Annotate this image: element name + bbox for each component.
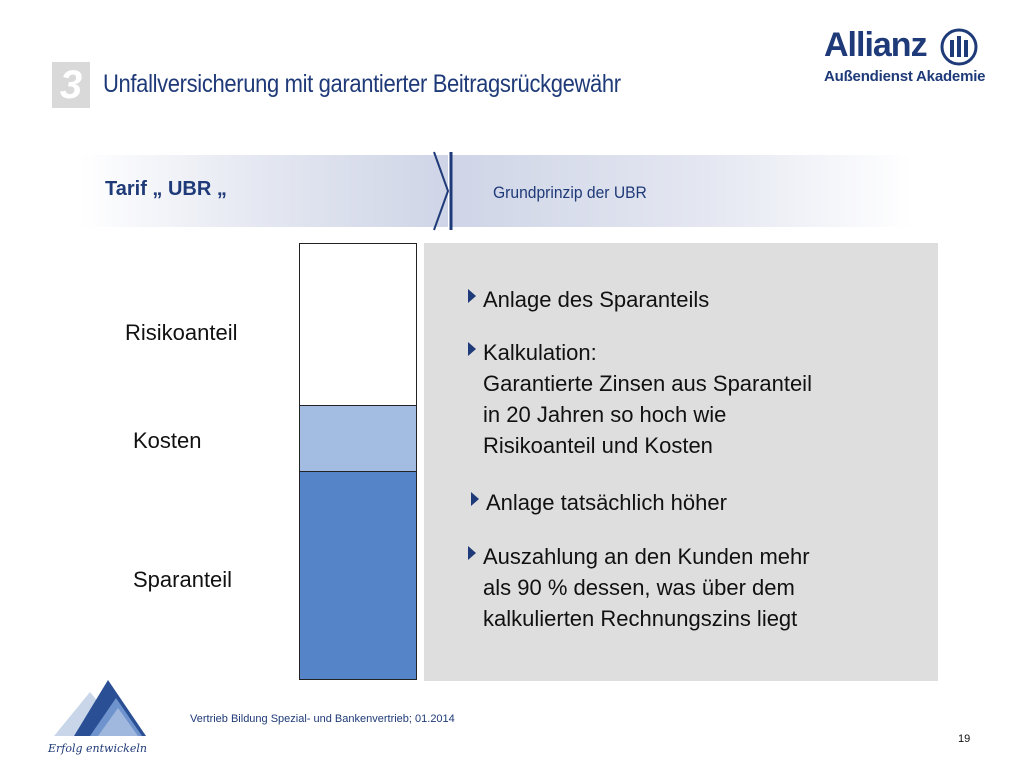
stack-segment-savings	[300, 471, 416, 679]
bullet-line: Anlage des Sparanteils	[483, 287, 710, 312]
stack-segment-risk	[300, 244, 416, 405]
bullet-line: kalkulierten Rechnungszins liegt	[483, 606, 798, 631]
bullet-item	[483, 541, 810, 634]
allianz-emblem-icon	[940, 28, 978, 66]
bullet-line: Risikoanteil und Kosten	[483, 433, 713, 458]
academy-mountain-logo-icon	[46, 674, 158, 756]
stack-label-risk: Risikoanteil	[125, 320, 238, 345]
bullet-item	[483, 284, 709, 315]
allianz-logo	[818, 24, 986, 92]
premium-stack-column	[299, 243, 417, 680]
page-title: Unfallversicherung mit garantierter Beitragsrückgewähr	[103, 70, 621, 98]
bullet-triangle-icon	[471, 492, 479, 506]
page-number: 19	[958, 733, 971, 745]
stack-segment-costs	[300, 405, 416, 471]
logo-subtitle: Außendienst Akademie	[824, 68, 986, 85]
bullet-line: Auszahlung an den Kunden mehr	[483, 544, 810, 569]
bullet-line: als 90 % dessen, was über dem	[483, 575, 795, 600]
footer-text: Vertrieb Bildung Spezial- und Bankenvertrieb; 01.2014	[190, 713, 455, 725]
bullet-item	[483, 337, 812, 461]
bullet-triangle-icon	[468, 546, 476, 560]
bullet-line: in 20 Jahren so hoch wie	[483, 402, 727, 427]
bullet-line: Anlage tatsächlich höher	[486, 490, 727, 515]
stack-label-savings: Sparanteil	[133, 567, 233, 592]
bullet-line: Kalkulation:	[483, 340, 597, 365]
principle-label: Grundprinzip der UBR	[493, 183, 647, 202]
chapter-number-badge: 3	[52, 62, 90, 108]
bullet-item	[486, 487, 727, 518]
bullet-line: Garantierte Zinsen aus Sparanteil	[483, 371, 812, 396]
band-chevron-icon	[430, 150, 460, 232]
bullet-triangle-icon	[468, 342, 476, 356]
bullet-triangle-icon	[468, 289, 476, 303]
logo-wordmark: Allianz	[824, 26, 927, 64]
tariff-label: Tarif „ UBR „	[105, 178, 227, 200]
footer-logo-slogan: Erfolg entwickeln	[48, 742, 147, 755]
stack-label-costs: Kosten	[133, 428, 202, 453]
